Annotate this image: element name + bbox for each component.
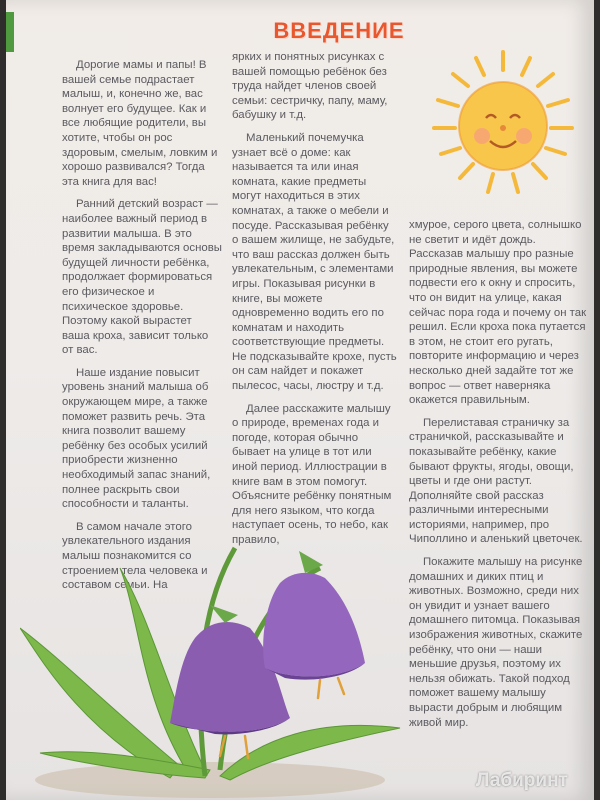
paragraph: Дорогие мамы и папы! В вашей семье подрастает малыш, и, конечно же, вас волнует его будущее. Как и все любящие родители, вы хотите, чтобы он рос здоровым, смелым, ловким и хорошо развивался? Тогда эта книга для вас! <box>62 59 218 188</box>
paragraph: Наше издание повысит уровень знаний малыша об окружающем мире, а также поможет развить речь. Эта книга позволит вашему ребёнку без особых усилий приобрести жизненно необходимый запас знаний, полнее раскрыть свои способности и таланты. <box>62 366 211 511</box>
book-page <box>6 0 594 800</box>
text-column-3 <box>409 218 589 730</box>
page-title: ВВЕДЕНИЕ <box>273 18 405 43</box>
paragraph: Маленький почемучка узнает всё о доме: как называется та или иная комната, какие предметы могут находиться в этих комнатах, а также о мебели и посуде. Рассказывая ребёнку о вашем жилище, не забудьте, что ваш рассказ должен быть увлекательным, с элементами игры. Показывая рисунки в книге, вы можете одновременно водить его по комнатам и находить соответствующие предметы. Не подсказывайте крохе, пусть он сам найдет и покажет пылесос, часы, люстру и т.д. <box>232 131 397 393</box>
watermark-logo: Лабиринт <box>476 770 568 791</box>
paragraph: ярких и понятных рисунках с вашей помощью ребёнок без труда найдет членов своей семьи: сестричку, папу, маму, бабушку и т.д. <box>232 51 388 122</box>
paragraph: Покажите малышу на рисунке домашних и диких птиц и животных. Возможно, среди них он увидит и узнает вашего домашнего питомца. Показывая изображения животных, скажите ребёнку, что они — наши меньшие друзья, поэтому их нельзя обижать. Такой подход поможет вашему малышу вырасти добрым и любящим живой мир. <box>409 556 583 729</box>
paragraph: Перелиставая страничку за страничкой, рассказывайте и показывайте ребёнку, какие бывают фрукты, ягоды, овощи, цветы и где они растут. Дополняйте свой рассказ различными интересными историями, например, про Чиполлино и аленький цветочек. <box>409 416 583 546</box>
page-edge-tab <box>6 12 14 52</box>
paragraph: В самом начале этого увлекательного издания малыш познакомится со строением тела человека и составом семьи. На <box>62 520 208 592</box>
paragraph: Ранний детский возраст — наиболее важный период в развитии малыша. В это время закладываются основы будущей личности ребёнка, продолжает формироваться его физическое и психическое здоровье. Поэтому какой вырастет ваша кроха, зависит только от вас. <box>62 198 222 357</box>
text-column-2 <box>232 50 398 548</box>
flower-illustration <box>20 508 420 800</box>
sun-icon <box>418 44 588 204</box>
paragraph: Далее расскажите малышу о природе, временах года и погоде, которая обычно бывает на улице в тот или иной период. Иллюстрации в книге вам в этом помогут. Объясните ребёнку понятным для него языком, что когда наступает осень, то небо, как правило, <box>232 402 392 546</box>
paragraph: хмурое, серого цвета, солнышко не светит и идёт дождь. Рассказав малышу про разные природные явления, вы можете подвести его к окну и спросить, что он видит на улице, какая сейчас пора года и почему он так решил. Если кроха пока путается в этом, не стоит его ругать, повторите информацию и через несколько дней задайте тот же вопрос — ответ наверняка окажется правильным. <box>409 219 587 407</box>
